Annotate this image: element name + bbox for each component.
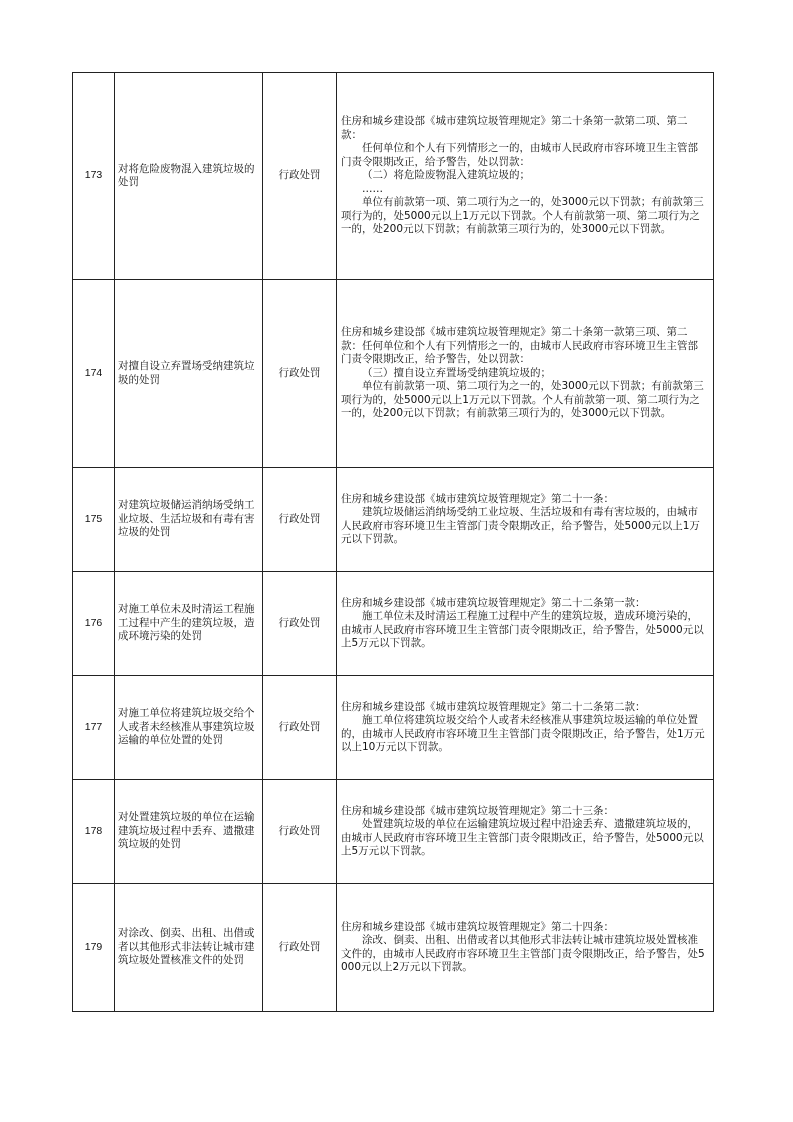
row-number: 175 (73, 468, 115, 572)
basis-line: 住房和城乡建设部《城市建筑垃圾管理规定》第二十四条： (341, 920, 614, 933)
legal-basis (337, 73, 714, 280)
item-name: 对建筑垃圾储运消纳场受纳工业垃圾、生活垃圾和有毒有害垃圾的处罚 (115, 468, 263, 572)
basis-line: 施工单位未及时清运工程施工过程中产生的建筑垃圾，造成环境污染的，由城市人民政府市容环境卫生主管部门责令限期改正，给予警告，处5000元以上5万元以下罚款。 (341, 610, 704, 649)
item-type: 行政处罚 (263, 884, 337, 1012)
legal-basis (337, 572, 714, 676)
row-number: 176 (73, 572, 115, 676)
basis-line: （二）将危险废物混入建筑垃圾的； (362, 169, 530, 182)
table-row (73, 280, 714, 468)
legal-basis (337, 676, 714, 780)
item-type: 行政处罚 (263, 468, 337, 572)
basis-line: 住房和城乡建设部《城市建筑垃圾管理规定》第二十一条： (341, 492, 614, 505)
table-row (73, 73, 714, 280)
table-row (73, 572, 714, 676)
item-type: 行政处罚 (263, 73, 337, 280)
item-name: 对施工单位未及时清运工程施工过程中产生的建筑垃圾，造成环境污染的处罚 (115, 572, 263, 676)
row-number: 174 (73, 280, 115, 468)
item-type: 行政处罚 (263, 280, 337, 468)
legal-basis (337, 780, 714, 884)
item-name: 对施工单位将建筑垃圾交给个人或者未经核准从事建筑垃圾运输的单位处置的处罚 (115, 676, 263, 780)
basis-line: …… (362, 182, 383, 195)
basis-line: 住房和城乡建设部《城市建筑垃圾管理规定》第二十二条第一款： (341, 596, 646, 609)
item-type: 行政处罚 (263, 572, 337, 676)
basis-line: （三）擅自设立弃置场受纳建筑垃圾的； (362, 366, 551, 379)
row-number: 179 (73, 884, 115, 1012)
item-name: 对擅自设立弃置场受纳建筑垃圾的处罚 (115, 280, 263, 468)
item-type: 行政处罚 (263, 676, 337, 780)
item-name: 对处置建筑垃圾的单位在运输建筑垃圾过程中丢弃、遗撒建筑垃圾的处罚 (115, 780, 263, 884)
legal-basis (337, 468, 714, 572)
row-number: 177 (73, 676, 115, 780)
row-number: 173 (73, 73, 115, 280)
basis-line: 施工单位将建筑垃圾交给个人或者未经核准从事建筑垃圾运输的单位处置的，由城市人民政府市容环境卫生主管部门责令限期改正，给予警告，处1万元以上10万元以下罚款。 (341, 714, 705, 753)
table-row (73, 676, 714, 780)
basis-line: 涂改、倒卖、出租、出借或者以其他形式非法转让城市建筑垃圾处置核准文件的，由城市人民政府市容环境卫生主管部门责令限期改正，给予警告，处5000元以上2万元以下罚款。 (341, 934, 705, 973)
basis-line: 建筑垃圾储运消纳场受纳工业垃圾、生活垃圾和有毒有害垃圾的，由城市人民政府市容环境卫生主管部门责令限期改正，给予警告，处5000元以上1万元以下罚款。 (341, 506, 700, 545)
basis-line: 任何单位和个人有下列情形之一的，由城市人民政府市容环境卫生主管部门责令限期改正，给予警告，处以罚款： (341, 142, 698, 168)
basis-line: 住房和城乡建设部《城市建筑垃圾管理规定》第二十二条第二款： (341, 700, 646, 713)
legal-basis (337, 280, 714, 468)
basis-line: 住房和城乡建设部《城市建筑垃圾管理规定》第二十三条： (341, 804, 614, 817)
item-name: 对将危险废物混入建筑垃圾的处罚 (115, 73, 263, 280)
item-type: 行政处罚 (263, 780, 337, 884)
row-number: 178 (73, 780, 115, 884)
table-row (73, 468, 714, 572)
item-name: 对涂改、倒卖、出租、出借或者以其他形式非法转让城市建筑垃圾处置核准文件的处罚 (115, 884, 263, 1012)
legal-basis (337, 884, 714, 1012)
basis-line: 单位有前款第一项、第二项行为之一的，处3000元以下罚款；有前款第三项行为的，处5000元以上1万元以下罚款。个人有前款第一项、第二项行为之一的，处200元以下罚款；有前款第三项行为的，处3000元以下罚款。 (341, 380, 704, 420)
basis-line: 处置建筑垃圾的单位在运输建筑垃圾过程中沿途丢弃、遗撒建筑垃圾的，由城市人民政府市容环境卫生主管部门责令限期改正，给予警告，处5000元以上5万元以下罚款。 (341, 818, 704, 857)
table-row (73, 780, 714, 884)
penalty-table (72, 72, 714, 1012)
table-row (73, 884, 714, 1012)
basis-line: 单位有前款第一项、第二项行为之一的，处3000元以下罚款；有前款第三项行为的，处5000元以上1万元以下罚款。个人有前款第一项、第二项行为之一的，处200元以下罚款；有前款第三项行为的，处3000元以下罚款。 (341, 196, 704, 236)
basis-line: 住房和城乡建设部《城市建筑垃圾管理规定》第二十条第一款第三项、第二款：任何单位和个人有下列情形之一的，由城市人民政府市容环境卫生主管部门责令限期改正，给予警告，处以罚款： (341, 326, 698, 366)
basis-line: 住房和城乡建设部《城市建筑垃圾管理规定》第二十条第一款第二项、第二款： (341, 115, 688, 141)
